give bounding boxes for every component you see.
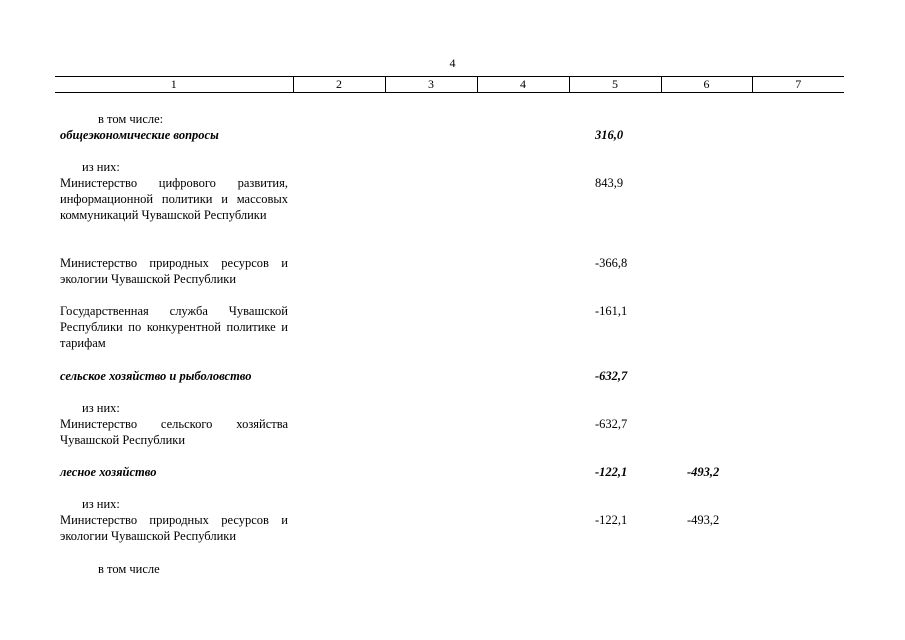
row-value-col5: -366,8 — [595, 256, 628, 270]
row-label: в том числе: — [98, 112, 164, 126]
row-value-col5: 843,9 — [595, 176, 624, 190]
row-value-col5: -122,1 — [595, 465, 628, 479]
row-label: из них: — [82, 160, 120, 174]
page-number: 4 — [449, 56, 456, 70]
column-header-row — [55, 77, 844, 93]
row-label: Министерство цифрового развития, информационной политики и массовых коммуникаций Чувашской Республики — [60, 176, 288, 222]
column-header-7: 7 — [752, 77, 844, 93]
row-label: сельское хозяйство и рыболовство — [60, 369, 252, 383]
row-value-col5: -161,1 — [595, 304, 628, 318]
column-header-6: 6 — [661, 77, 752, 93]
row-label: из них: — [82, 401, 120, 415]
row-label: Государственная служба Чувашской Республики по конкурентной политике и тарифам — [60, 304, 288, 350]
column-header-table — [55, 76, 844, 93]
column-header-2: 2 — [293, 77, 385, 93]
row-value-col5: 316,0 — [595, 128, 624, 142]
column-header-5: 5 — [569, 77, 661, 93]
row-value-col5: -632,7 — [595, 417, 628, 431]
row-label: Министерство сельского хозяйства Чувашской Республики — [60, 417, 288, 447]
column-header-3: 3 — [385, 77, 477, 93]
row-value-col6: -493,2 — [687, 513, 720, 527]
row-label: Министерство природных ресурсов и экологии Чувашской Республики — [60, 513, 288, 543]
row-value-col6: -493,2 — [687, 465, 720, 479]
column-header-4: 4 — [477, 77, 569, 93]
row-value-col5: -122,1 — [595, 513, 628, 527]
row-label: Министерство природных ресурсов и экологии Чувашской Республики — [60, 256, 288, 286]
row-value-col5: -632,7 — [595, 369, 628, 383]
row-label: в том числе — [98, 562, 160, 576]
row-label: лесное хозяйство — [60, 465, 157, 479]
column-header-1: 1 — [55, 77, 293, 93]
row-label: из них: — [82, 497, 120, 511]
row-label: общеэкономические вопросы — [60, 128, 219, 142]
